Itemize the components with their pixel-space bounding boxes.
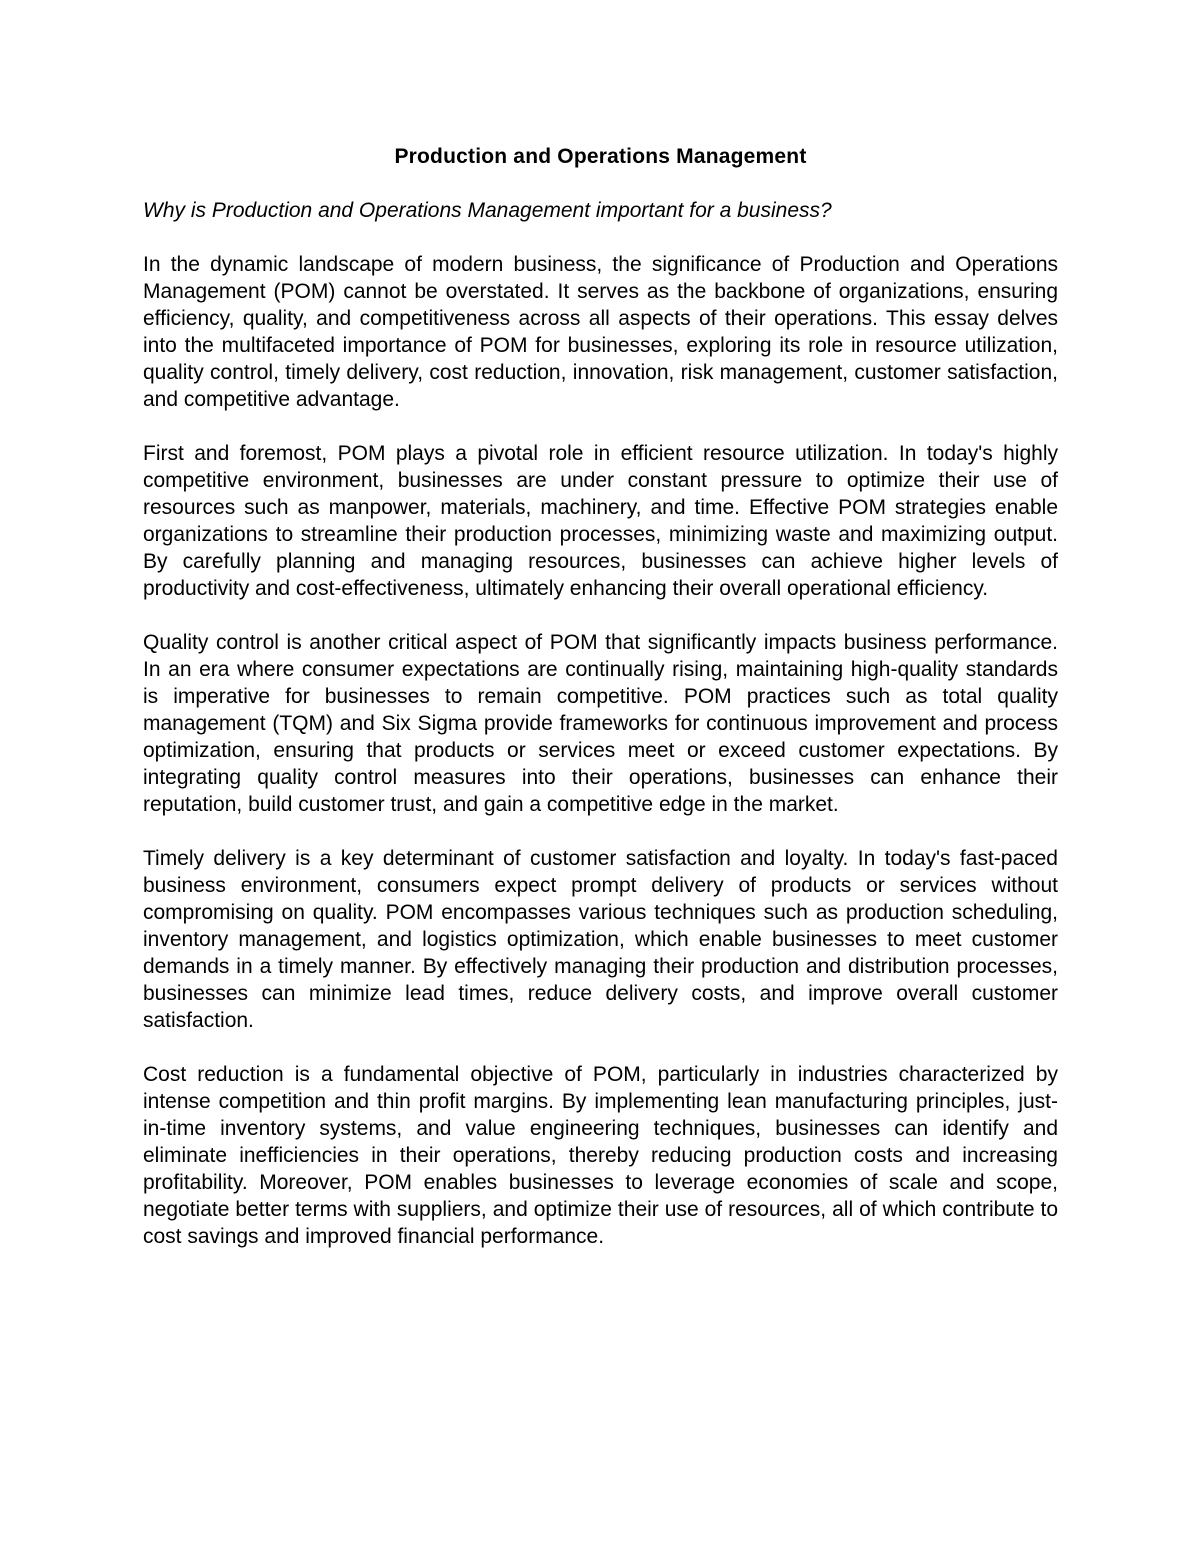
essay-question: Why is Production and Operations Management important for a business? [143,199,832,222]
paragraph-introduction: In the dynamic landscape of modern business, the significance of Production and Operations Management (POM) cannot be overstated. It serves as the backbone of organizations, ensuring efficiency, quality, and competitiveness across all aspects of their operations. This essay delves into the multifaceted importance of POM for businesses, exploring its role in resource utilization, quality control, timely delivery, cost reduction, innovation, risk management, customer satisfaction, and competitive advantage. [143,253,1058,411]
document-title: Production and Operations Management [394,145,807,168]
paragraph-resource-utilization: First and foremost, POM plays a pivotal role in efficient resource utilization. In today's highly competitive environment, businesses are under constant pressure to optimize their use of resources such as manpower, materials, machinery, and time. Effective POM strategies enable organizations to streamline their production processes, minimizing waste and maximizing output. By carefully planning and managing resources, businesses can achieve higher levels of productivity and cost-effectiveness, ultimately enhancing their overall operational efficiency. [143,442,1058,600]
document-body [143,143,1058,1250]
paragraph-timely-delivery: Timely delivery is a key determinant of customer satisfaction and loyalty. In today's fast-paced business environment, consumers expect prompt delivery of products or services without compromising on quality. POM encompasses various techniques such as production scheduling, inventory management, and logistics optimization, which enable businesses to meet customer demands in a timely manner. By effectively managing their production and distribution processes, businesses can minimize lead times, reduce delivery costs, and improve overall customer satisfaction. [143,847,1058,1032]
paragraph-cost-reduction: Cost reduction is a fundamental objective of POM, particularly in industries characterized by intense competition and thin profit margins. By implementing lean manufacturing principles, just-in-time inventory systems, and value engineering techniques, businesses can identify and eliminate inefficiencies in their operations, thereby reducing production costs and increasing profitability. Moreover, POM enables businesses to leverage economies of scale and scope, negotiate better terms with suppliers, and optimize their use of resources, all of which contribute to cost savings and improved financial performance. [143,1063,1058,1248]
paragraph-quality-control: Quality control is another critical aspect of POM that significantly impacts business performance. In an era where consumer expectations are continually rising, maintaining high-quality standards is imperative for businesses to remain competitive. POM practices such as total quality management (TQM) and Six Sigma provide frameworks for continuous improvement and process optimization, ensuring that products or services meet or exceed customer expectations. By integrating quality control measures into their operations, businesses can enhance their reputation, build customer trust, and gain a competitive edge in the market. [143,631,1058,816]
